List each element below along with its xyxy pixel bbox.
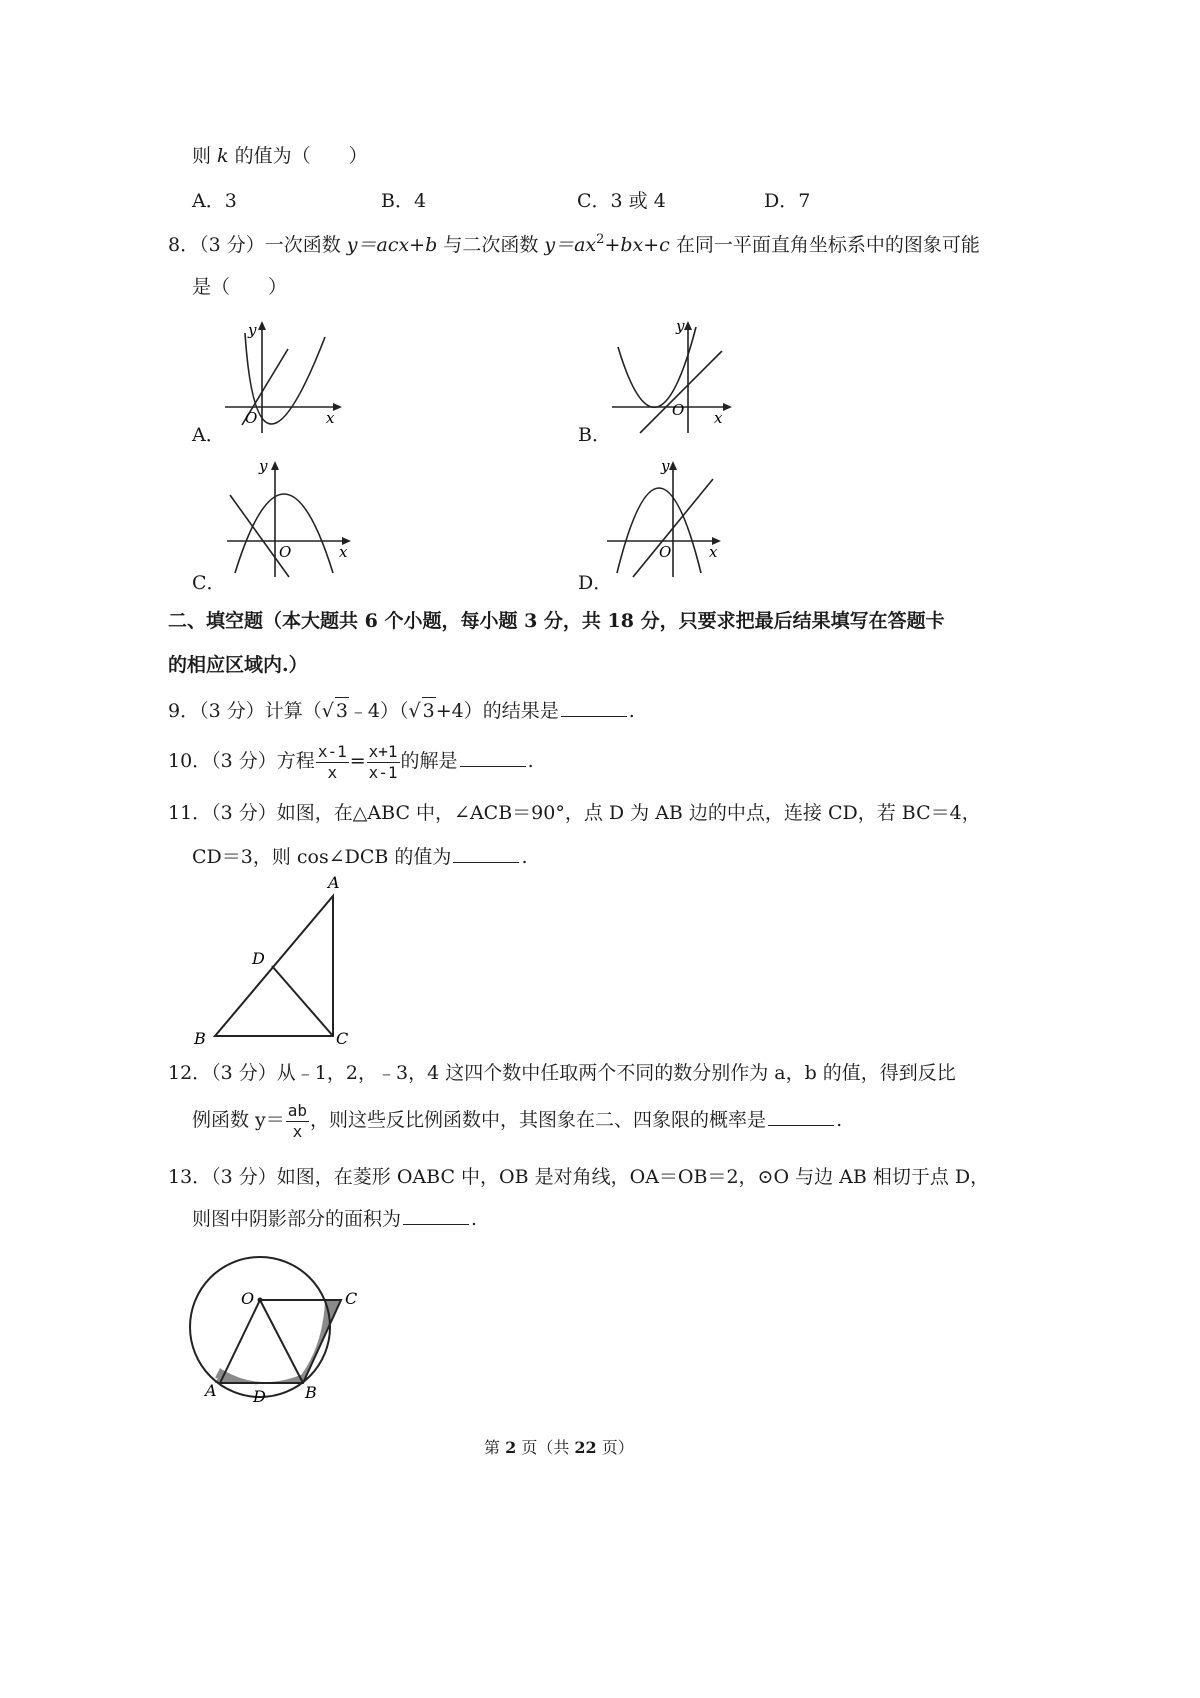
q7-option-b: B．4: [381, 190, 427, 212]
answer-blank[interactable]: [460, 748, 526, 767]
axis-x-label: x: [709, 543, 718, 561]
answer-blank[interactable]: [453, 844, 519, 863]
q10-stem: 10．（3 分）方程 $\frac{x-1}{x}$ = $\frac{x+1}{x-1}$ 的解是 .: [168, 741, 534, 782]
q7-option-d: D．7: [764, 190, 811, 212]
answer-blank[interactable]: [561, 698, 627, 717]
axis-y-label: y: [259, 457, 268, 475]
q8-graph-d: [605, 455, 745, 580]
fraction-right: $\frac{x+1}{x-1}$: [368, 741, 398, 782]
point-o-label: O: [241, 1289, 255, 1308]
point-a-label: A: [205, 1381, 217, 1400]
q8-stem-line2: 是（ ）: [192, 276, 288, 298]
q7-option-a: A．3: [192, 190, 237, 212]
q7-stem-tail: 则 k 的值为（ ）: [192, 145, 368, 167]
axis-x-label: x: [326, 409, 335, 427]
q8-option-a-label: A．: [192, 424, 225, 446]
q12-stem: 12．（3 分）从﹣1，2，﹣3，4 这四个数中任取两个不同的数分别作为 a，b 的值，得到反比: [168, 1062, 956, 1084]
q8-graph-a: [220, 315, 350, 435]
fraction-left: $\frac{x-1}{x}$: [317, 741, 347, 782]
q8-option-d-label: D．: [578, 572, 613, 594]
point-c-label: C: [345, 1289, 358, 1308]
q8-graph-c: [225, 455, 365, 580]
origin-label: O: [245, 409, 258, 427]
q12-stem-line2: 例函数 y＝ $\frac{ab}{x}$ ，则这些反比例函数中，其图象在二、四象限的概率是 .: [192, 1100, 843, 1141]
q8-option-b-label: B．: [578, 424, 611, 446]
page-footer: 第 2 页（共 22 页）: [484, 1438, 634, 1457]
axis-y-label: y: [248, 321, 257, 339]
q9-stem: 9．（3 分）计算（√ 3﹣4）（√ 3+4）的结果是 .: [168, 697, 635, 724]
vertex-c-label: C: [336, 1029, 349, 1048]
axis-y-label: y: [661, 457, 670, 475]
point-d-label: D: [253, 1387, 266, 1406]
q13-stem: 13．（3 分）如图，在菱形 OABC 中，OB 是对角线，OA＝OB＝2，⊙O 与边 AB 相切于点 D，: [168, 1166, 990, 1188]
q13-rhombus-circle-figure: [185, 1240, 375, 1410]
q13-stem-line2: 则图中阴影部分的面积为 .: [192, 1208, 478, 1230]
q8-graph-b: [610, 315, 740, 435]
answer-blank[interactable]: [768, 1107, 834, 1126]
vertex-b-label: B: [194, 1029, 206, 1048]
q7-option-c: C．3 或 4: [577, 190, 666, 212]
axis-y-label: y: [676, 317, 685, 335]
fraction-ab-over-x: $\frac{ab}{x}$: [287, 1100, 308, 1141]
section2-heading: 二、填空题（本大题共 6 个小题，每小题 3 分，共 18 分，只要求把最后结果填写在答题卡: [168, 610, 945, 632]
q8-stem: 8．（3 分）一次函数 y＝acx+b 与二次函数 $y=ax^2+bx+c$ 在同一平面直角坐标系中的图象可能: [168, 232, 980, 256]
axis-x-label: x: [714, 409, 723, 427]
axis-x-label: x: [339, 543, 348, 561]
origin-label: O: [659, 543, 672, 561]
section2-heading-line2: 的相应区域内.）: [168, 654, 308, 676]
point-b-label: B: [305, 1383, 317, 1402]
q11-triangle-figure: [190, 870, 360, 1050]
answer-blank[interactable]: [403, 1206, 469, 1225]
vertex-d-label: D: [252, 949, 265, 968]
origin-label: O: [279, 543, 292, 561]
q11-stem: 11．（3 分）如图，在△ABC 中，∠ACB＝90°，点 D 为 AB 边的中点，连接 CD，若 BC＝4，: [168, 802, 981, 824]
vertex-a-label: A: [328, 873, 340, 892]
q8-option-c-label: C．: [192, 572, 226, 594]
origin-label: O: [672, 401, 685, 419]
q11-stem-line2: CD＝3，则 cos∠DCB 的值为 .: [192, 846, 528, 868]
